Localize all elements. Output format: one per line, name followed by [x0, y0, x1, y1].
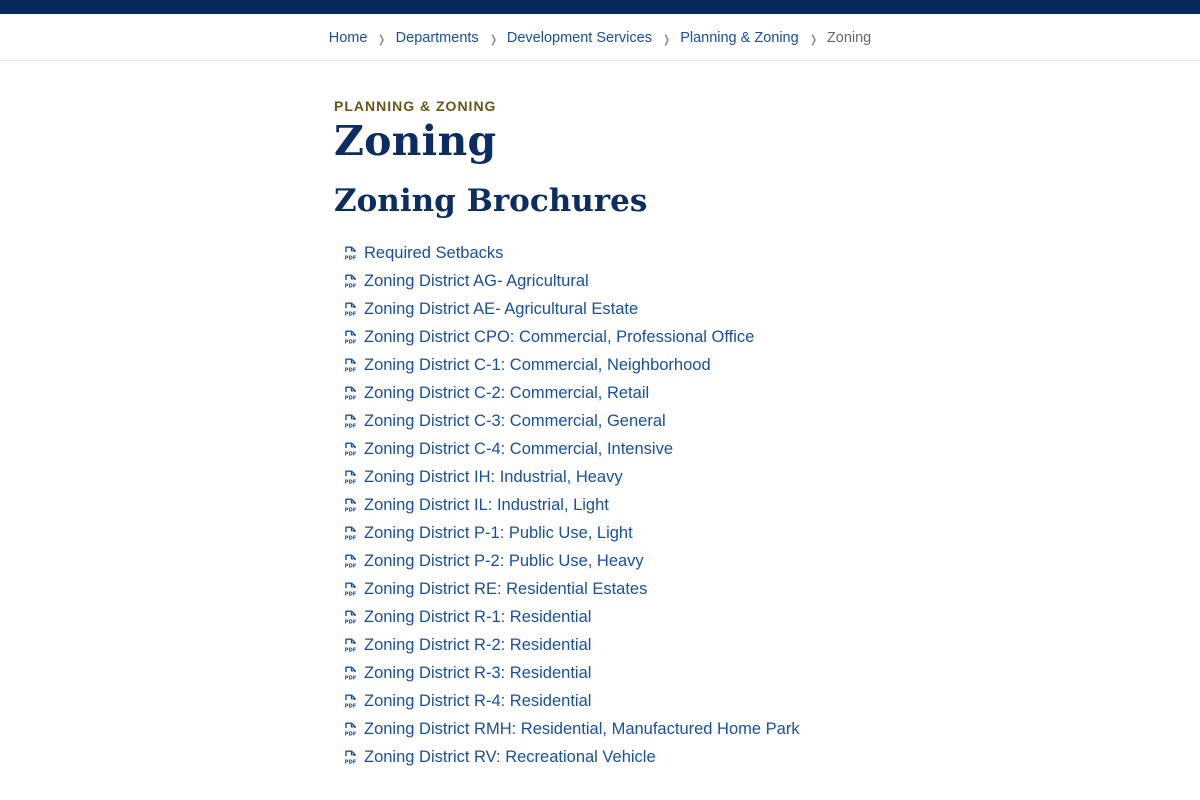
brochure-link[interactable]: Required Setbacks	[364, 243, 504, 262]
pdf-file-icon	[344, 358, 357, 372]
brochure-link[interactable]: Zoning District R-2: Residential	[364, 635, 592, 654]
svg-text:PDF: PDF	[344, 675, 357, 680]
svg-text:PDF: PDF	[344, 535, 357, 540]
list-item	[344, 407, 934, 435]
svg-text:PDF: PDF	[344, 283, 357, 288]
pdf-file-icon	[344, 666, 357, 680]
svg-text:PDF: PDF	[344, 255, 357, 260]
breadcrumb-planning-zoning[interactable]: Planning & Zoning	[680, 30, 799, 46]
svg-text:PDF: PDF	[344, 619, 357, 624]
brochure-link[interactable]: Zoning District CPO: Commercial, Professional Office	[364, 327, 755, 346]
svg-text:PDF: PDF	[344, 367, 357, 372]
svg-text:PDF: PDF	[344, 591, 357, 596]
list-item	[344, 631, 934, 659]
pdf-file-icon	[344, 610, 357, 624]
brochure-link[interactable]: Zoning District RE: Residential Estates	[364, 579, 648, 598]
pdf-file-icon	[344, 498, 357, 512]
pdf-file-icon	[344, 330, 357, 344]
svg-text:PDF: PDF	[344, 563, 357, 568]
list-item	[344, 519, 934, 547]
brochure-link[interactable]: Zoning District C-1: Commercial, Neighborhood	[364, 355, 711, 374]
pdf-file-icon	[344, 526, 357, 540]
pdf-file-icon	[344, 694, 357, 708]
brochure-link[interactable]: Zoning District R-4: Residential	[364, 691, 592, 710]
list-item	[344, 743, 934, 771]
brochure-link[interactable]: Zoning District C-4: Commercial, Intensive	[364, 439, 674, 458]
breadcrumb-departments[interactable]: Departments	[395, 30, 479, 46]
brochure-link[interactable]: Zoning District C-2: Commercial, Retail	[364, 383, 650, 402]
list-item	[344, 379, 934, 407]
list-item	[344, 323, 934, 351]
site-header-bar	[0, 0, 1200, 14]
svg-text:PDF: PDF	[344, 703, 357, 708]
chevron-right-icon: ❯	[378, 33, 386, 46]
page-eyebrow: PLANNING & ZONING	[334, 98, 497, 114]
breadcrumb-current: Zoning	[826, 30, 872, 46]
list-item	[344, 239, 934, 267]
brochure-link[interactable]: Zoning District P-2: Public Use, Heavy	[364, 551, 644, 570]
pdf-file-icon	[344, 414, 357, 428]
pdf-file-icon	[344, 638, 357, 652]
pdf-file-icon	[344, 302, 357, 316]
brochure-link[interactable]: Zoning District AG- Agricultural	[364, 271, 589, 290]
breadcrumb-bar	[0, 14, 1200, 61]
svg-text:PDF: PDF	[344, 507, 357, 512]
svg-text:PDF: PDF	[344, 423, 357, 428]
brochure-link[interactable]: Zoning District IL: Industrial, Light	[364, 495, 609, 514]
svg-text:PDF: PDF	[344, 479, 357, 484]
list-item	[344, 659, 934, 687]
breadcrumb-development-services[interactable]: Development Services	[506, 30, 652, 46]
chevron-right-icon: ❯	[489, 33, 497, 46]
svg-text:PDF: PDF	[344, 731, 357, 736]
breadcrumb	[329, 28, 872, 46]
list-item	[344, 687, 934, 715]
svg-text:PDF: PDF	[344, 647, 357, 652]
brochure-link[interactable]: Zoning District R-3: Residential	[364, 663, 592, 682]
list-item	[344, 547, 934, 575]
list-item	[344, 575, 934, 603]
list-item	[344, 435, 934, 463]
list-item	[344, 491, 934, 519]
brochure-link[interactable]: Zoning District AE- Agricultural Estate	[364, 299, 639, 318]
svg-text:PDF: PDF	[344, 311, 357, 316]
list-item	[344, 295, 934, 323]
brochure-link[interactable]: Zoning District RMH: Residential, Manufactured Home Park	[364, 719, 800, 738]
svg-text:PDF: PDF	[344, 759, 357, 764]
chevron-right-icon: ❯	[663, 33, 671, 46]
pdf-file-icon	[344, 386, 357, 400]
svg-text:PDF: PDF	[344, 451, 357, 456]
pdf-file-icon	[344, 246, 357, 260]
brochure-link[interactable]: Zoning District C-3: Commercial, General	[364, 411, 666, 430]
pdf-file-icon	[344, 582, 357, 596]
brochure-link[interactable]: Zoning District IH: Industrial, Heavy	[364, 467, 623, 486]
main-content	[334, 97, 934, 771]
list-item	[344, 351, 934, 379]
list-item	[344, 603, 934, 631]
brochure-link[interactable]: Zoning District R-1: Residential	[364, 607, 592, 626]
pdf-file-icon	[344, 274, 357, 288]
section-title: Zoning Brochures	[334, 183, 648, 219]
brochure-list	[334, 239, 934, 771]
page-title: Zoning	[334, 117, 497, 165]
brochure-link[interactable]: Zoning District RV: Recreational Vehicle	[364, 747, 656, 766]
chevron-right-icon: ❯	[809, 33, 817, 46]
svg-text:PDF: PDF	[344, 339, 357, 344]
svg-text:PDF: PDF	[344, 395, 357, 400]
pdf-file-icon	[344, 442, 357, 456]
pdf-file-icon	[344, 722, 357, 736]
breadcrumb-home[interactable]: Home	[328, 30, 368, 46]
pdf-file-icon	[344, 554, 357, 568]
pdf-file-icon	[344, 750, 357, 764]
list-item	[344, 715, 934, 743]
brochure-link[interactable]: Zoning District P-1: Public Use, Light	[364, 523, 633, 542]
list-item	[344, 463, 934, 491]
pdf-file-icon	[344, 470, 357, 484]
list-item	[344, 267, 934, 295]
